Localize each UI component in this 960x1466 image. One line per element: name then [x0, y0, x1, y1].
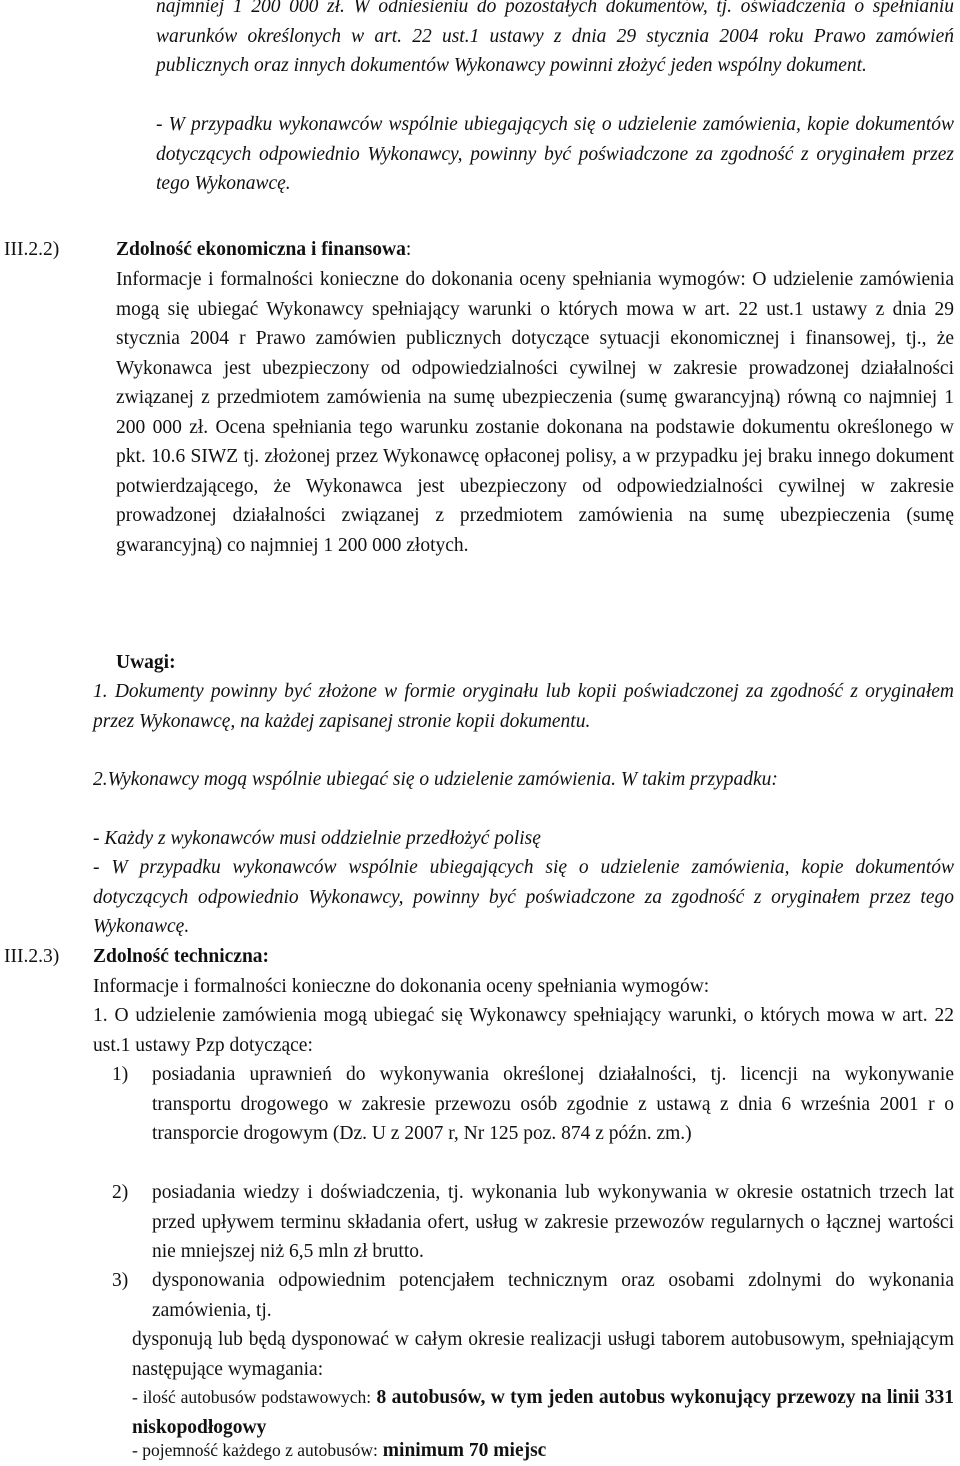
note-2: 2.Wykonawcy mogą wspólnie ubiegać się o udzielenie zamówienia. W takim przypadku:: [93, 769, 778, 790]
section-title-223: Zdolność techniczna:: [93, 946, 270, 967]
list-item-number: 1): [112, 1064, 129, 1085]
list-item: dysponowania odpowiednim potencjałem technicznym oraz osobami zdolnymi do wykonania zamówienia, tj.: [152, 1270, 954, 1321]
continuation-paragraph: najmniej 1 200 000 zł. W odniesieniu do pozostałych dokumentów, tj. oświadczenia o spełnianiu warunków określonych w art. 22 ust.1 ustawy z dnia 29 stycznia 2004 roku Prawo zamówień publicznych oraz innych dokumentów Wykonawcy powinni złożyć jeden wspólny dokument.: [156, 0, 954, 76]
technical-point-1: 1. O udzielenie zamówienia mogą ubiegać się Wykonawcy spełniający warunki, o których mowa w art. 22 ust.1 ustawy Pzp dotyczące:: [93, 1005, 954, 1056]
technical-intro: Informacje i formalności konieczne do dokonania oceny spełniania wymogów:: [93, 976, 710, 997]
fleet-paragraph: dysponują lub będą dysponować w całym okresie realizacji usługi taborem autobusowym, spełniającym następujące wymagania:: [132, 1329, 954, 1380]
notes-label: Uwagi:: [116, 652, 176, 673]
economic-capacity-body: Informacje i formalności konieczne do dokonania oceny spełniania wymogów: O udzielenie zamówienia mogą się ubiegać Wykonawcy spełniający warunki o których mowa w art. 22 ust.1 ustawy z dnia 29 stycznia 2004 r Prawo zamówien publicznych dotyczące sytuacji ekonomicznej i finansowej, tj., że Wykonawca jest ubezpieczony od odpowiedzialności cywilnej w zakresie prowadzonej działalności związanej z przedmiotem zamówienia na sumę ubezpieczenia (sumę gwarancyjną) równą co najmniej 1 200 000 zł. Ocena spełniania tego warunku zostanie dokonana na podstawie dokumentu określonego w pkt. 10.6 SIWZ tj. złożonej przez Wykonawcę opłaconej polisy, a w przypadku jej braku innego dokument potwierdzającego, że Wykonawca jest ubezpieczony od odpowiedzialności cywilnej w zakresie prowadzonej działalności związanej z przedmiotem zamówienia na sumę ubezpieczenia (sumę gwarancyjną) co najmniej 1 200 000 złotych.: [116, 269, 954, 556]
note-4: - W przypadku wykonawców wspólnie ubiegających się o udzielenie zamówienia, kopie dokumentów dotyczących odpowiednio Wykonawcy, powinny być poświadczone za zgodność z oryginałem przez tego Wykonawcę.: [93, 857, 954, 937]
requirement-1-label: - ilość autobusów podstawowych:: [132, 1387, 372, 1407]
joint-bidders-paragraph: - W przypadku wykonawców wspólnie ubiegających się o udzielenie zamówienia, kopie dokumentów dotyczących odpowiednio Wykonawcy, powinny być poświadczone za zgodność z oryginałem przez tego Wykonawcę.: [156, 114, 954, 194]
list-item-number: 2): [112, 1182, 129, 1203]
section-number-222: III.2.2): [4, 239, 60, 260]
list-item-number: 3): [112, 1270, 129, 1291]
section-number-223: III.2.3): [4, 946, 60, 967]
requirement-2: [132, 1436, 954, 1466]
list-item: posiadania wiedzy i doświadczenia, tj. wykonania lub wykonywania w okresie ostatnich trzech lat przed upływem terminu składania ofert, usług w zakresie przewozów regularnych o łącznej wartości nie mniejszej niż 6,5 mln zł brutto.: [152, 1182, 954, 1262]
note-1: 1. Dokumenty powinny być złożone w formie oryginału lub kopii poświadczonej za zgodność z oryginałem przez Wykonawcę, na każdej zapisanej stronie kopii dokumentu.: [93, 681, 954, 732]
section-title-suffix: :: [405, 239, 412, 260]
section-title-222: Zdolność ekonomiczna i finansowa: [116, 239, 406, 260]
section-heading-222: [116, 235, 411, 265]
list-item: posiadania uprawnień do wykonywania określonej działalności, tj. licencji na wykonywanie transportu drogowego w zakresie przewozu osób zgodnie z ustawą z dnia 6 września 2001 r o transporcie drogowym (Dz. U z 2007 r, Nr 125 poz. 874 z późn. zm.): [152, 1064, 954, 1144]
requirement-1: [132, 1383, 954, 1442]
note-3: - Każdy z wykonawców musi oddzielnie przedłożyć polisę: [93, 828, 541, 849]
requirement-2-value: minimum 70 miejsc: [382, 1440, 547, 1461]
requirement-1-value: 8 autobusów, w tym jeden autobus wykonujący przewozy na linii 331 niskopodłogowy: [132, 1387, 954, 1438]
requirement-2-label: - pojemność każdego z autobusów:: [132, 1440, 378, 1460]
